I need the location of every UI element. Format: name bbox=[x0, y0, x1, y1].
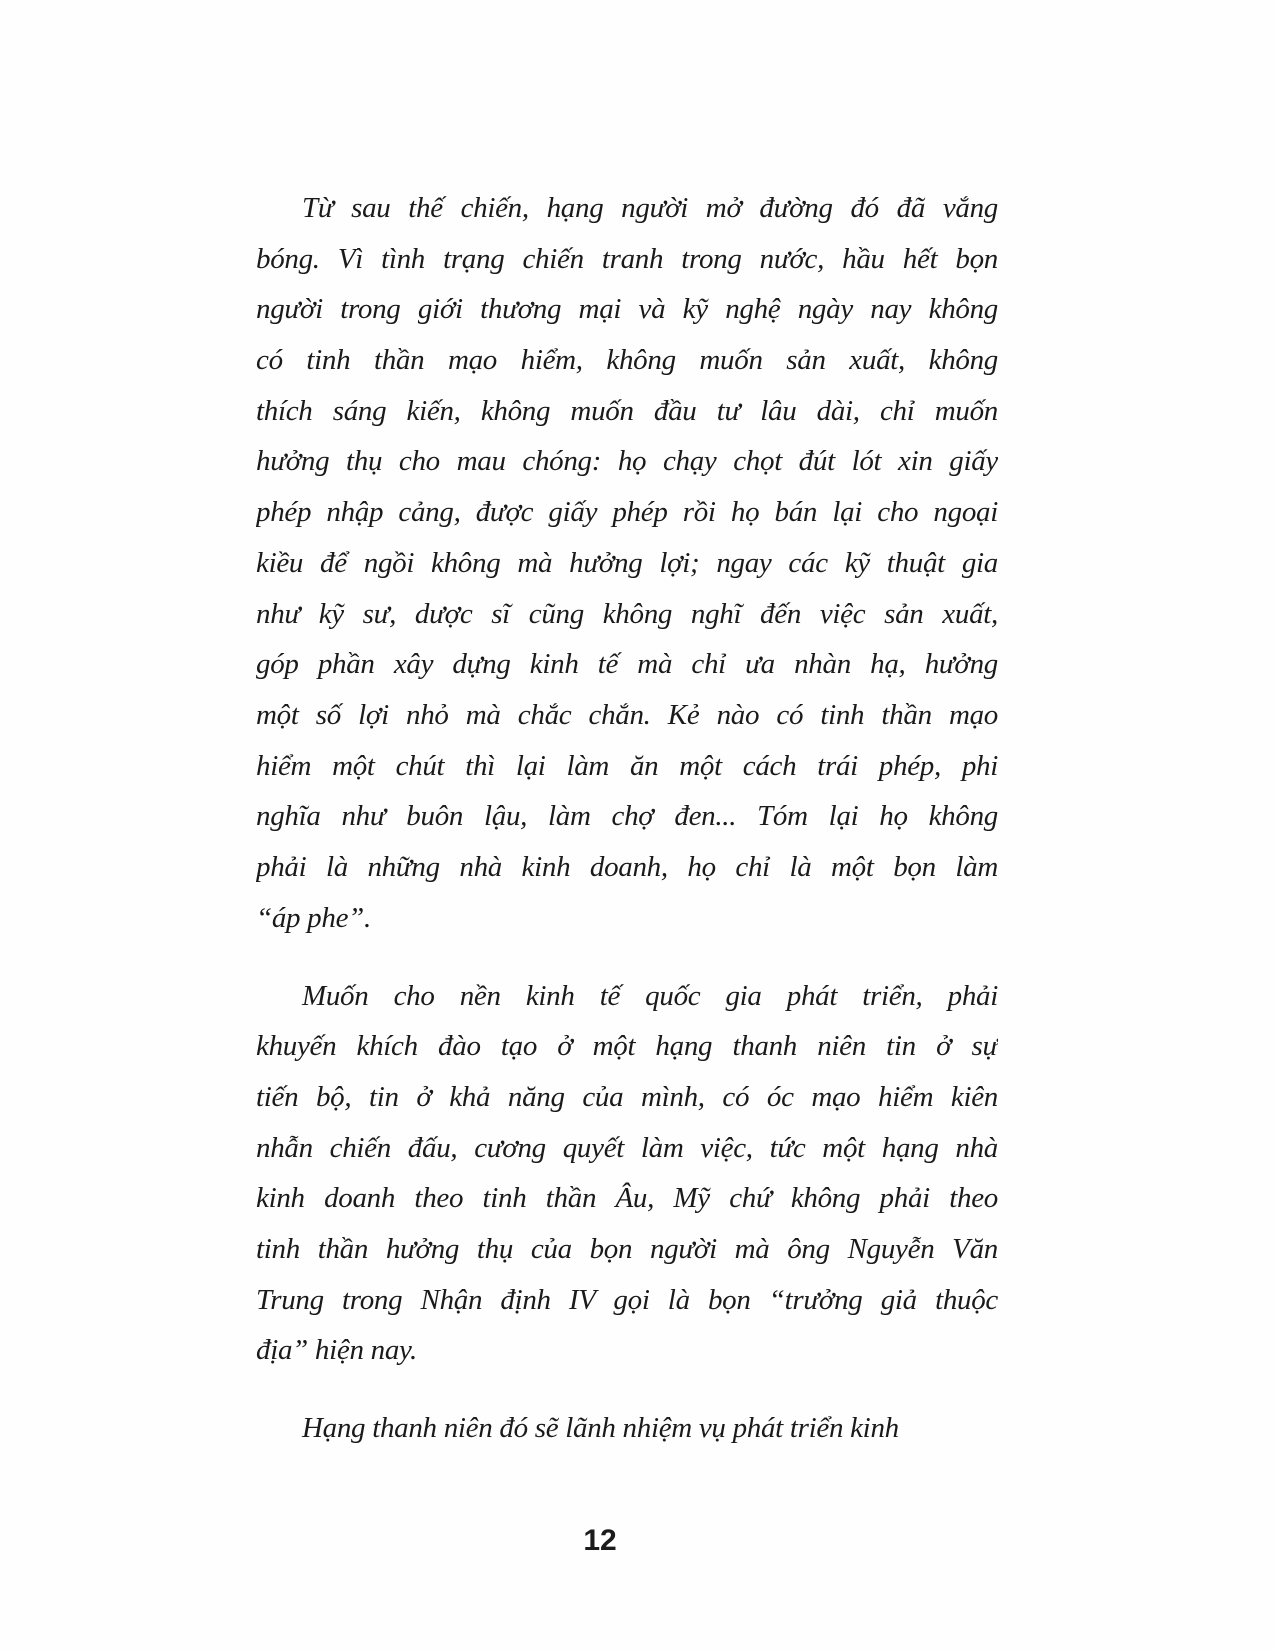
text-line: phải là những nhà kinh doanh, họ chỉ là một bọn làm bbox=[256, 850, 998, 883]
text-line: kinh doanh theo tinh thần Âu, Mỹ chứ không phải theo bbox=[256, 1182, 998, 1215]
text-line: Hạng thanh niên đó sẽ lãnh nhiệm vụ phát triển kinh bbox=[302, 1412, 899, 1445]
text-line: tiến bộ, tin ở khả năng của mình, có óc mạo hiểm kiên bbox=[256, 1080, 998, 1113]
text-line: “áp phe”. bbox=[256, 901, 371, 934]
text-line: khuyến khích đào tạo ở một hạng thanh niên tin ở sự bbox=[256, 1030, 998, 1063]
paragraph-1 bbox=[256, 183, 998, 943]
page-number: 12 bbox=[583, 1524, 617, 1557]
text-line: có tinh thần mạo hiểm, không muốn sản xuất, không bbox=[256, 344, 998, 377]
text-line: hiểm một chút thì lại làm ăn một cách trái phép, phi bbox=[256, 749, 998, 782]
text-line: phép nhập cảng, được giấy phép rồi họ bán lại cho ngoại bbox=[256, 496, 998, 529]
text-line: địa” hiện nay. bbox=[256, 1334, 417, 1367]
text-line: một số lợi nhỏ mà chắc chắn. Kẻ nào có tinh thần mạo bbox=[256, 698, 998, 731]
text-line: như kỹ sư, dược sĩ cũng không nghĩ đến việc sản xuất, bbox=[256, 597, 998, 630]
text-line: tinh thần hưởng thụ của bọn người mà ông Nguyễn Văn bbox=[256, 1232, 998, 1265]
text-block bbox=[256, 0, 998, 1650]
text-line: bóng. Vì tình trạng chiến tranh trong nước, hầu hết bọn bbox=[256, 242, 998, 275]
text-line: kiều để ngồi không mà hưởng lợi; ngay các kỹ thuật gia bbox=[256, 546, 998, 579]
text-line: Muốn cho nền kinh tế quốc gia phát triển, phải bbox=[302, 979, 998, 1012]
text-line: góp phần xây dựng kinh tế mà chỉ ưa nhàn hạ, hưởng bbox=[256, 648, 998, 681]
paragraph-3 bbox=[256, 1403, 998, 1454]
text-line: nghĩa như buôn lậu, làm chợ đen... Tóm lại họ không bbox=[256, 800, 998, 833]
text-line: thích sáng kiến, không muốn đầu tư lâu dài, chỉ muốn bbox=[256, 394, 998, 427]
text-line: Từ sau thế chiến, hạng người mở đường đó đã vắng bbox=[302, 192, 998, 224]
text-line: nhẫn chiến đấu, cương quyết làm việc, tức một hạng nhà bbox=[256, 1131, 998, 1164]
paragraph-2 bbox=[256, 971, 998, 1377]
text-line: người trong giới thương mại và kỹ nghệ ngày nay không bbox=[256, 293, 998, 326]
text-line: hưởng thụ cho mau chóng: họ chạy chọt đút lót xin giấy bbox=[256, 445, 998, 478]
text-line: Trung trong Nhận định IV gọi là bọn “trưởng giả thuộc bbox=[256, 1283, 998, 1316]
